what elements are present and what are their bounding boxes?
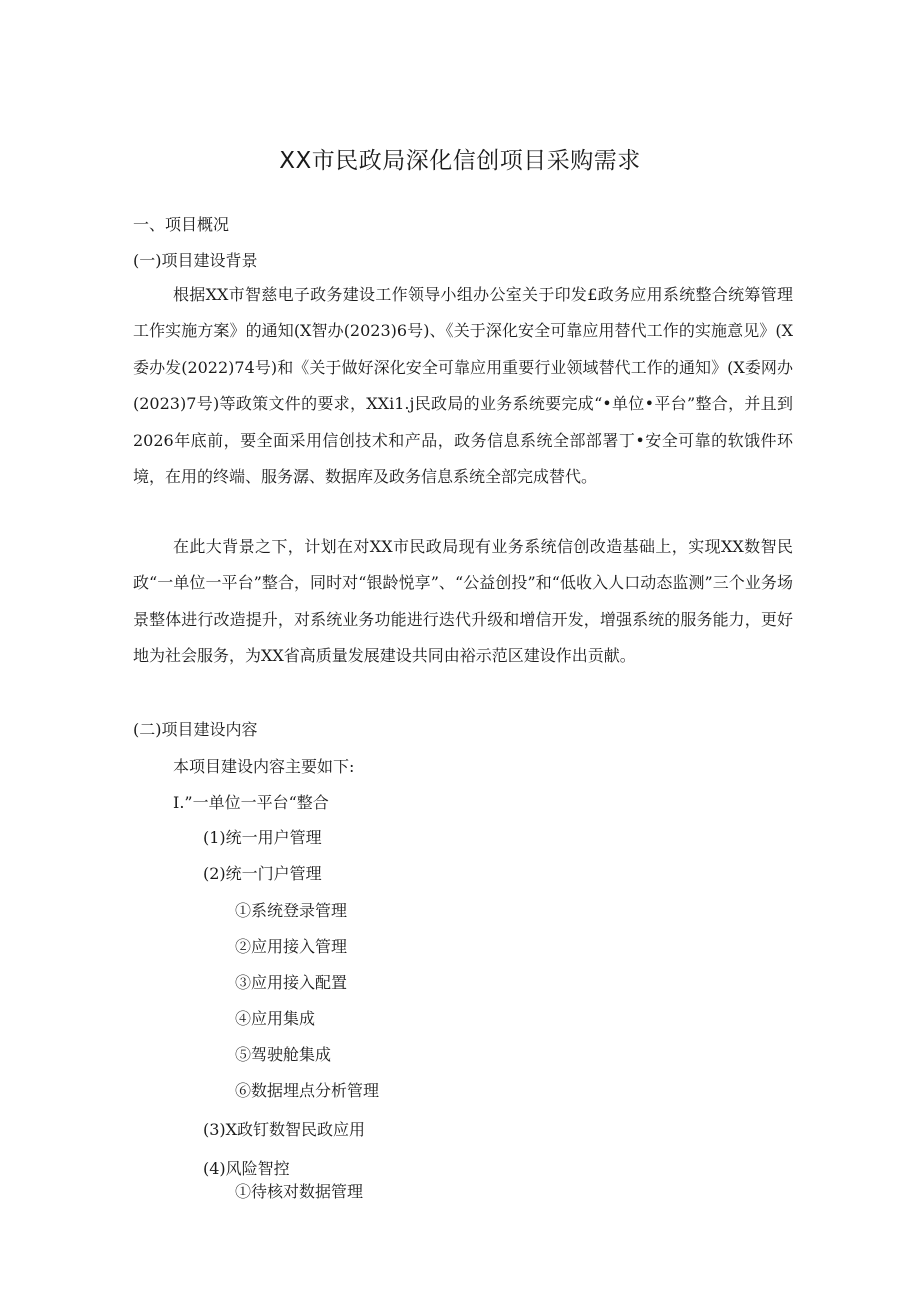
list-subitem: ①系统登录管理 (235, 901, 348, 920)
background-paragraph-2: 在此大背景之下，计划在对XX市民政局现有业务系统信创改造基础上，实现XX数智民政“一单位一平台”整合，同时对“银龄悦享”、“公益创投”和“低收入人口动态监测”三个业务场景整体进行改造提升，对系统业务功能进行迭代升级和增信开发，增强系统的服务能力，更好地为社会服务，为XX省高质量发展建设共同由裕示范区建设作出贡献。 (133, 537, 793, 666)
list-subitem: ④应用集成 (235, 1009, 316, 1028)
list-subitem: ②应用接入管理 (235, 937, 348, 956)
list-subitem: ①待核对数据管理 (235, 1182, 364, 1201)
section-heading: 一、项目概况 (133, 215, 230, 234)
content-intro: 本项目建设内容主要如下: (173, 757, 355, 776)
background-paragraph-1: 根据XX市智慈电子政务建设工作领导小组办公室关于印发£政务应用系统整合统筹管理工作实施方案》的通知(X智办(2023)6号)、《关于深化安全可靠应用替代工作的实施意见》(X委办发(2022)74号)和《关于做好深化安全可靠应用重要行业领域替代工作的通知》(X委网办(2023)7号)等政策文件的要求，XXi1.j民政局的业务系统要完成“•单位•平台”整合，并且到2026年底前，要全面采用信创技术和产品，政务信息系统全部部署丁•安全可靠的软饿件环境，在用的终端、服务潺、数据库及政务信息系统全部完成替代。 (133, 285, 793, 487)
list-subitem: ③应用接入配置 (235, 973, 348, 992)
list-item-portal-management: (2)统一门户管理 (203, 864, 322, 883)
list-item-mobile-app: (3)X政钉数智民政应用 (203, 1120, 366, 1139)
subsection-heading-content: (二)项目建设内容 (133, 720, 258, 739)
list-item-risk-control: (4)风险智控 (203, 1159, 290, 1178)
list-subitem: ⑥数据埋点分析管理 (235, 1081, 380, 1100)
subsection-heading-background: (一)项目建设背景 (133, 251, 258, 270)
list-item-integration: I.”一单位一平台“整合 (173, 793, 329, 812)
list-subitem: ⑤驾驶舱集成 (235, 1045, 332, 1064)
list-item-user-management: (1)统一用户管理 (203, 828, 322, 847)
document-title: XX市民政局深化信创项目采购需求 (279, 148, 641, 174)
